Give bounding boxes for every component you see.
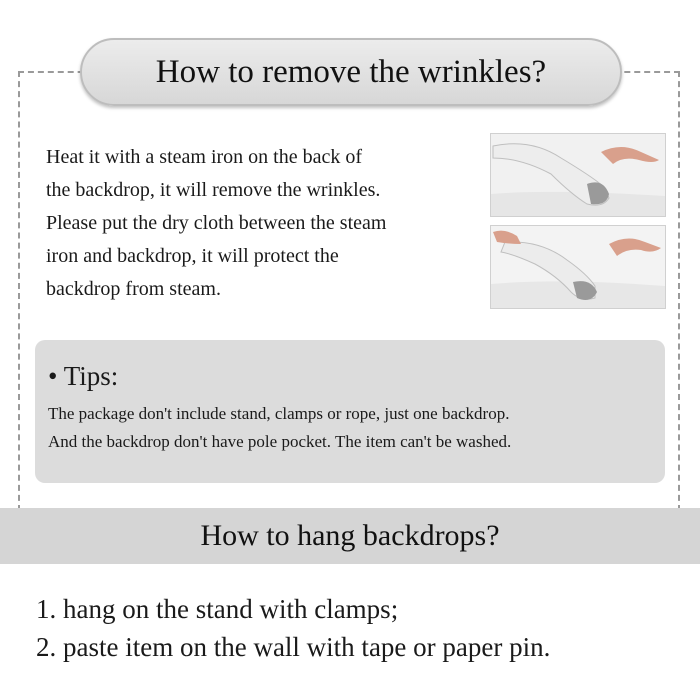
- wrinkles-title: How to remove the wrinkles?: [155, 53, 547, 90]
- tips-heading: • Tips:: [48, 361, 119, 391]
- hang-title: How to hang backdrops?: [200, 519, 500, 552]
- instruction-line: iron and backdrop, it will protect the: [46, 245, 339, 267]
- instruction-line: the backdrop, it will remove the wrinkles.: [46, 179, 381, 201]
- hang-title-bar: [0, 508, 700, 564]
- tips-text: [48, 400, 668, 456]
- hang-steps-list: [36, 590, 550, 666]
- tips-line: And the backdrop don't have pole pocket. The item can't be washed.: [48, 432, 512, 451]
- wrinkles-instructions: [46, 141, 486, 306]
- tips-line: The package don't include stand, clamps or rope, just one backdrop.: [48, 404, 510, 423]
- instruction-line: backdrop from steam.: [46, 278, 221, 300]
- list-item: 1. hang on the stand with clamps;: [36, 594, 399, 624]
- list-item: 2. paste item on the wall with tape or paper pin.: [36, 632, 551, 662]
- instruction-line: Please put the dry cloth between the steam: [46, 212, 387, 234]
- steam-iron-photo: [490, 225, 666, 309]
- instruction-line: Heat it with a steam iron on the back of: [46, 146, 363, 168]
- steam-iron-photo: [490, 133, 666, 217]
- wrinkles-title-banner: [80, 38, 622, 106]
